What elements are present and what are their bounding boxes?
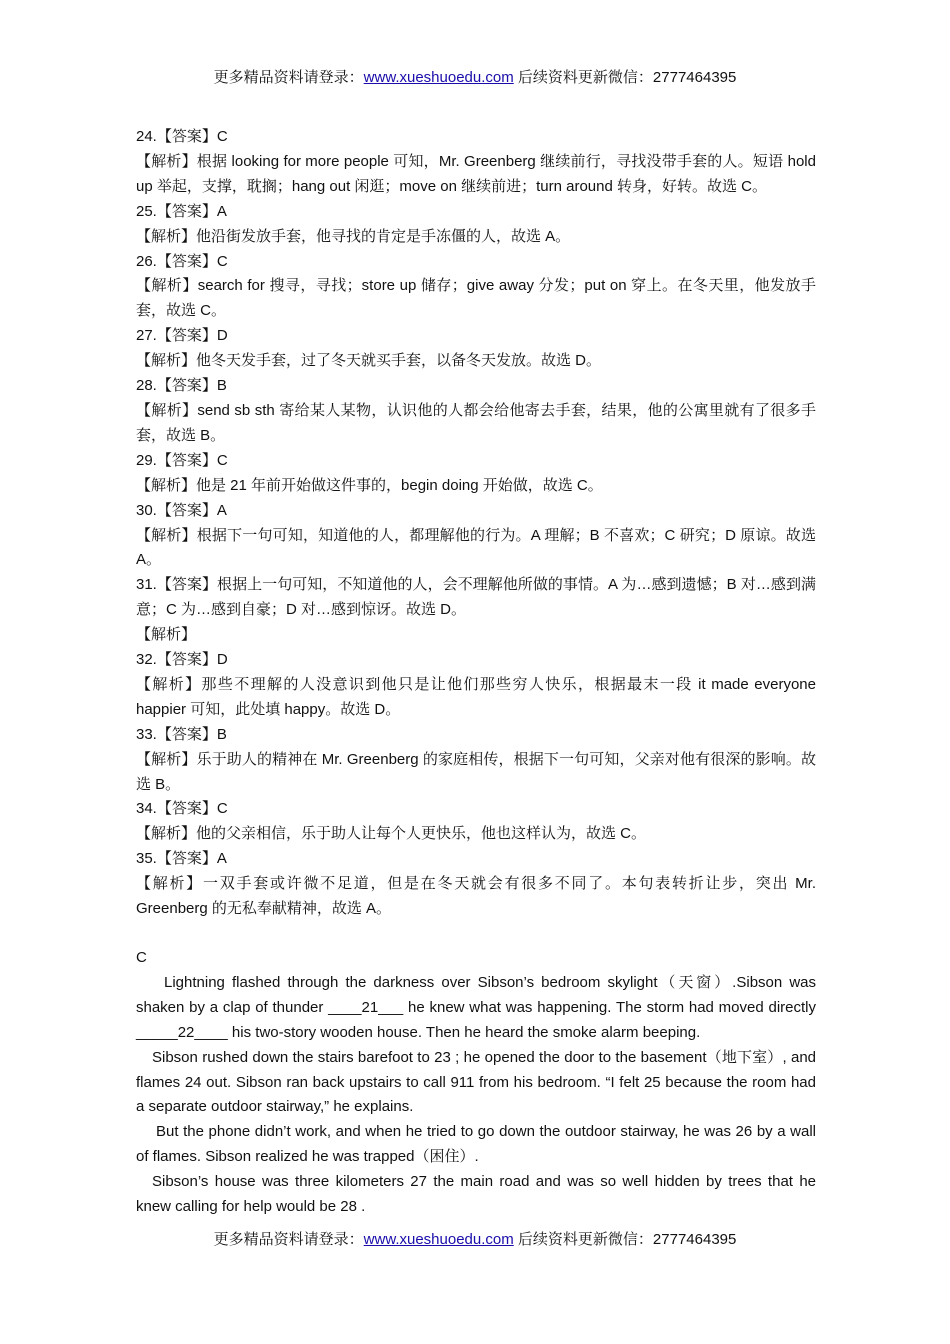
header-link[interactable]: www.xueshuoedu.com bbox=[363, 69, 514, 86]
document-body bbox=[136, 125, 816, 1220]
explanation-35: 【解析】一双手套或许微不足道，但是在冬天就会有很多不同了。本句表转折让步，突出 Mr. Greenberg 的无私奉献精神，故选 A。 bbox=[136, 875, 816, 918]
footer-link[interactable]: www.xueshuoedu.com bbox=[363, 1231, 514, 1248]
explanation-28: 【解析】send sb sth 寄给某人某物，认识他的人都会给他寄去手套，结果，他的公寓里就有了很多手套，故选 B。 bbox=[136, 401, 816, 444]
explanation-25: 【解析】他沿街发放手套，他寻找的肯定是手冻僵的人，故选 A。 bbox=[136, 227, 571, 245]
section-gap bbox=[136, 922, 816, 946]
explanation-27: 【解析】他冬天发手套，过了冬天就买手套，以备冬天发放。故选 D。 bbox=[136, 352, 602, 370]
explanation-32: 【解析】那些不理解的人没意识到他只是让他们那些穷人快乐，根据最末一段 it made everyone happier 可知，此处填 happy。故选 D。 bbox=[136, 675, 816, 718]
passage-paragraph-1: Lightning flashed through the darkness over Sibson’s bedroom skylight（天窗）.Sibson was shaken by a clap of thunder ____21___ he knew what was happening. The storm had moved directly _____22____ his two-story wooden house. Then he heard the smoke alarm beeping. bbox=[136, 973, 816, 1041]
explanation-29: 【解析】他是 21 年前开始做这件事的，begin doing 开始做，故选 C。 bbox=[136, 476, 603, 494]
explanation-26: 【解析】search for 搜寻，寻找；store up 储存；give away 分发；put on 穿上。在冬天里，他发放手套，故选 C。 bbox=[136, 277, 816, 320]
page-header bbox=[0, 66, 950, 87]
footer-prefix: 更多精品资料请登录： bbox=[213, 1231, 364, 1248]
header-prefix: 更多精品资料请登录： bbox=[213, 69, 364, 86]
answer-34: 34.【答案】C bbox=[136, 800, 228, 818]
explanation-33: 【解析】乐于助人的精神在 Mr. Greenberg 的家庭相传，根据下一句可知，父亲对他有很深的影响。故选 B。 bbox=[136, 750, 816, 793]
explanation-31: 【解析】 bbox=[136, 626, 197, 644]
answer-30: 30.【答案】A bbox=[136, 501, 227, 519]
passage-paragraph-3: But the phone didn’t work, and when he tried to go down the outdoor stairway, he was 26 by a wall of flames. Sibson realized he was trapped（困住）. bbox=[136, 1123, 816, 1166]
answer-25: 25.【答案】A bbox=[136, 202, 227, 220]
footer-suffix: 后续资料更新微信：2777464395 bbox=[513, 1231, 737, 1248]
passage-label: C bbox=[136, 949, 147, 966]
answer-31: 31.【答案】根据上一句可知，不知道他的人，会不理解他所做的事情。A 为…感到遗憾；B 对…感到满意；C 为…感到自豪；D 对…感到惊讶。故选 D。 bbox=[136, 576, 816, 619]
page-footer bbox=[0, 1228, 950, 1249]
passage-paragraph-2: Sibson rushed down the stairs barefoot to 23 ; he opened the door to the basement（地下室）, and flames 24 out. Sibson ran back upstairs to call 911 from his bedroom. “I felt 25 because the room had a separate outdoor stairway,” he explains. bbox=[136, 1048, 816, 1116]
answer-35: 35.【答案】A bbox=[136, 850, 227, 868]
answer-28: 28.【答案】B bbox=[136, 377, 227, 395]
header-suffix: 后续资料更新微信：2777464395 bbox=[513, 69, 737, 86]
answer-33: 33.【答案】B bbox=[136, 725, 227, 743]
explanation-24: 【解析】根据 looking for more people 可知，Mr. Greenberg 继续前行，寻找没带手套的人。短语 hold up 举起，支撑，耽搁；hang out 闲逛；move on 继续前进；turn around 转身，好转。故选 C。 bbox=[136, 152, 816, 195]
explanation-34: 【解析】他的父亲相信，乐于助人让每个人更快乐，他也这样认为，故选 C。 bbox=[136, 825, 647, 843]
explanation-30: 【解析】根据下一句可知，知道他的人，都理解他的行为。A 理解；B 不喜欢；C 研究；D 原谅。故选 A。 bbox=[136, 526, 816, 569]
answer-27: 27.【答案】D bbox=[136, 327, 228, 345]
answer-24: 24.【答案】C bbox=[136, 128, 228, 145]
answer-29: 29.【答案】C bbox=[136, 451, 228, 469]
passage-paragraph-4: Sibson’s house was three kilometers 27 the main road and was so well hidden by trees that he knew calling for help would be 28 . bbox=[136, 1173, 816, 1216]
answer-26: 26.【答案】C bbox=[136, 252, 228, 270]
answer-32: 32.【答案】D bbox=[136, 651, 228, 669]
